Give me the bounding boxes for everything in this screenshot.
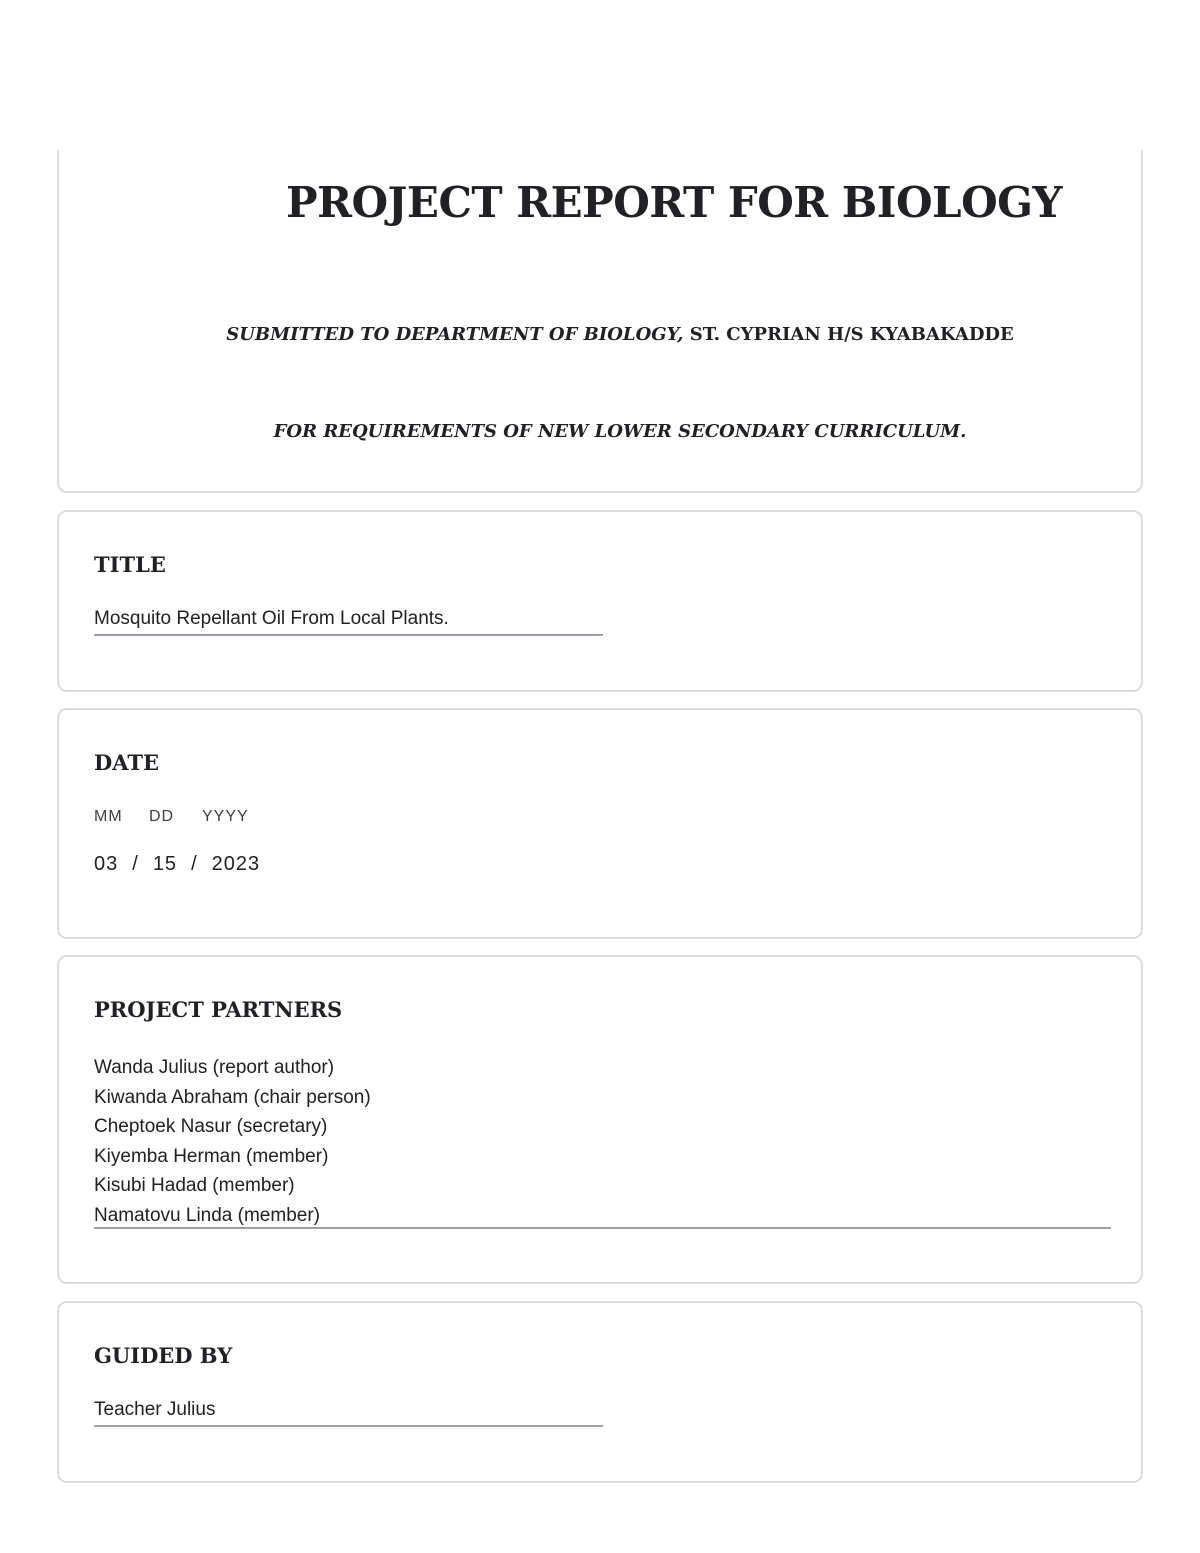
month-label: MM: [94, 808, 123, 825]
partners-label: PROJECT PARTNERS: [94, 997, 343, 1022]
day-input[interactable]: 15: [152, 853, 178, 875]
page-title: PROJECT REPORT FOR BIOLOGY: [285, 178, 1063, 227]
submitted-to-line: [59, 324, 1141, 345]
title-label: TITLE: [94, 552, 166, 577]
title-answer[interactable]: Mosquito Repellant Oil From Local Plants.: [94, 608, 449, 629]
year-input[interactable]: 2023: [211, 853, 261, 875]
guided-card: [57, 1301, 1143, 1483]
header-card: [57, 150, 1143, 493]
date-label: DATE: [94, 750, 159, 775]
title-answer-underline: [94, 634, 603, 636]
list-item: Kiyemba Herman (member): [94, 1145, 329, 1167]
partners-answer[interactable]: [94, 1053, 371, 1230]
requirements-line: FOR REQUIREMENTS OF NEW LOWER SECONDARY CURRICULUM.: [273, 421, 967, 442]
guided-answer-underline: [94, 1425, 603, 1427]
title-card: [57, 510, 1143, 692]
year-label: YYYY: [202, 808, 249, 825]
date-card: [57, 708, 1143, 939]
month-input[interactable]: 03: [94, 853, 119, 875]
partners-card: [57, 955, 1143, 1284]
list-item: Kisubi Hadad (member): [94, 1175, 295, 1196]
date-field-labels: [94, 808, 249, 826]
guided-label: GUIDED BY: [94, 1343, 233, 1368]
list-item: Wanda Julius (report author): [94, 1057, 335, 1078]
guided-answer[interactable]: Teacher Julius: [94, 1399, 216, 1420]
date-input: [94, 853, 260, 876]
partners-answer-underline: [94, 1227, 1111, 1229]
submitted-school: ST. CYPRIAN H/S KYABAKADDE: [683, 324, 1014, 345]
submitted-prefix: SUBMITTED TO DEPARTMENT OF BIOLOGY,: [226, 324, 684, 345]
list-item: Kiwanda Abraham (chair person): [94, 1086, 371, 1108]
list-item: Namatovu Linda (member): [94, 1204, 320, 1226]
list-item: Cheptoek Nasur (secretary): [94, 1116, 328, 1137]
date-separator: /: [191, 853, 198, 875]
date-separator: /: [132, 853, 139, 875]
day-label: DD: [149, 808, 175, 825]
